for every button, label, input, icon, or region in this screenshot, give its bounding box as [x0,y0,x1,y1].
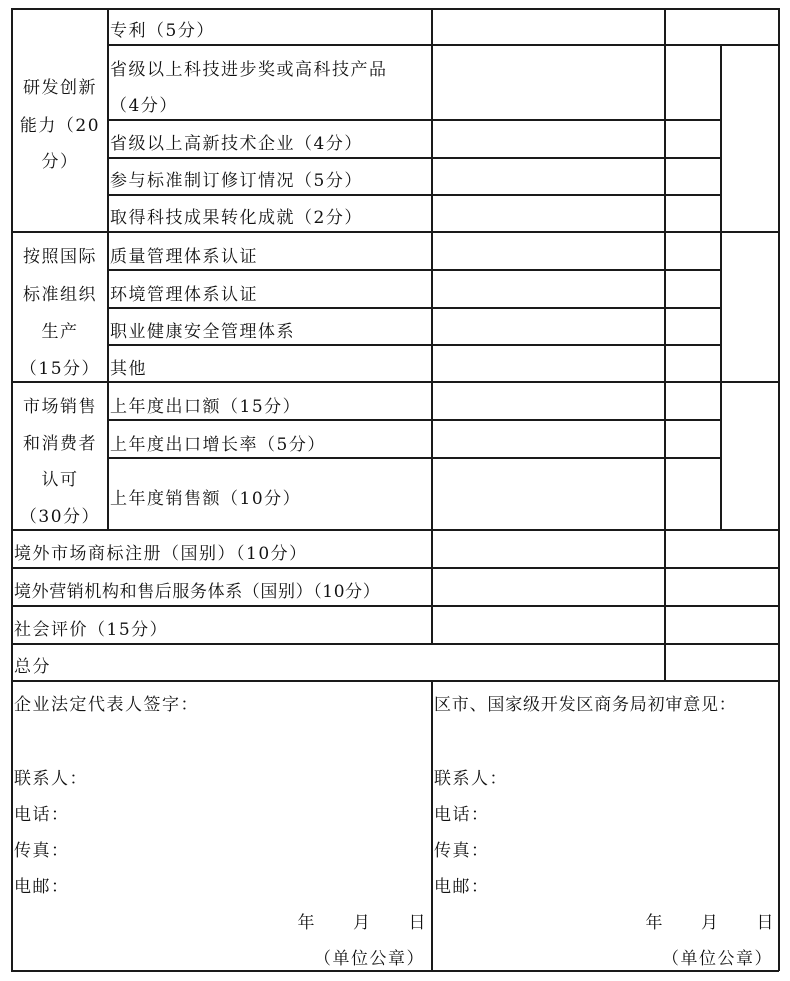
rule [107,194,722,196]
date-line: 年 月 日 [297,913,427,933]
unit-seal-label: （单位公章） [314,949,425,969]
item-label: （4分） [110,96,178,116]
rule [107,419,722,421]
row-label: 境外营销机构和售后服务体系（国别）（10分） [14,582,381,602]
item-label: 省级以上高新技术企业（4分） [110,134,363,154]
total-label: 总分 [14,657,51,677]
row-label: 境外市场商标注册（国别）（10分） [14,544,308,564]
group-label-rnd: 研发创新 [23,78,97,98]
rule [107,44,779,46]
email-field[interactable]: 电邮： [14,877,70,897]
rule [107,344,722,346]
phone-field[interactable]: 电话： [14,805,70,825]
rule [107,307,722,309]
fax-field[interactable]: 传真： [14,841,70,861]
unit-seal-label: （单位公章） [662,949,773,969]
rule-bottom [11,970,779,972]
group-label-standards: （15分） [19,359,101,379]
phone-field[interactable]: 电话： [434,805,490,825]
rule [720,231,722,382]
rule [720,44,722,232]
item-label: 取得科技成果转化成就（2分） [110,208,363,228]
item-label: 省级以上科技进步奖或高科技产品 [110,60,388,80]
group-label-market: 和消费者 [23,434,97,454]
rule-right [778,8,780,971]
item-label: 参与标准制订修订情况（5分） [110,171,363,191]
commerce-bureau-opinion-label: 区市、国家级开发区商务局初审意见： [434,695,737,715]
email-field[interactable]: 电邮： [434,877,490,897]
fax-field[interactable]: 传真： [434,841,490,861]
legal-rep-signature-label: 企业法定代表人签字： [14,695,199,715]
group-label-standards: 生产 [41,322,79,342]
group-label-standards: 标准组织 [23,285,97,305]
item-label: 其他 [110,359,147,379]
item-label: 上年度出口增长率（5分） [110,435,326,455]
group-label-market: （30分） [19,507,101,527]
group-label-rnd: 分） [41,152,79,172]
rule [107,8,109,530]
group-label-market: 认可 [41,470,79,490]
contact-person-field[interactable]: 联系人： [434,769,508,789]
item-label: 环境管理体系认证 [110,285,258,305]
rule [107,269,722,271]
item-label: 上年度出口额（15分） [110,397,302,417]
group-label-market: 市场销售 [23,397,97,417]
rule [431,8,433,644]
item-label: 专利（5分） [110,21,215,41]
date-line: 年 月 日 [645,913,775,933]
group-label-rnd: 能力（20 [19,116,101,136]
contact-person-field[interactable]: 联系人： [14,769,88,789]
rule [107,457,722,459]
row-label: 社会评价（15分） [14,620,169,640]
item-label: 质量管理体系认证 [110,247,258,267]
item-label: 上年度销售额（10分） [110,489,302,509]
rule [107,119,722,121]
item-label: 职业健康安全管理体系 [110,322,295,342]
group-label-standards: 按照国际 [23,247,97,267]
scoring-form-table [11,8,779,971]
rule [107,157,722,159]
rule [720,381,722,530]
rule [664,8,666,681]
rule [431,680,433,971]
